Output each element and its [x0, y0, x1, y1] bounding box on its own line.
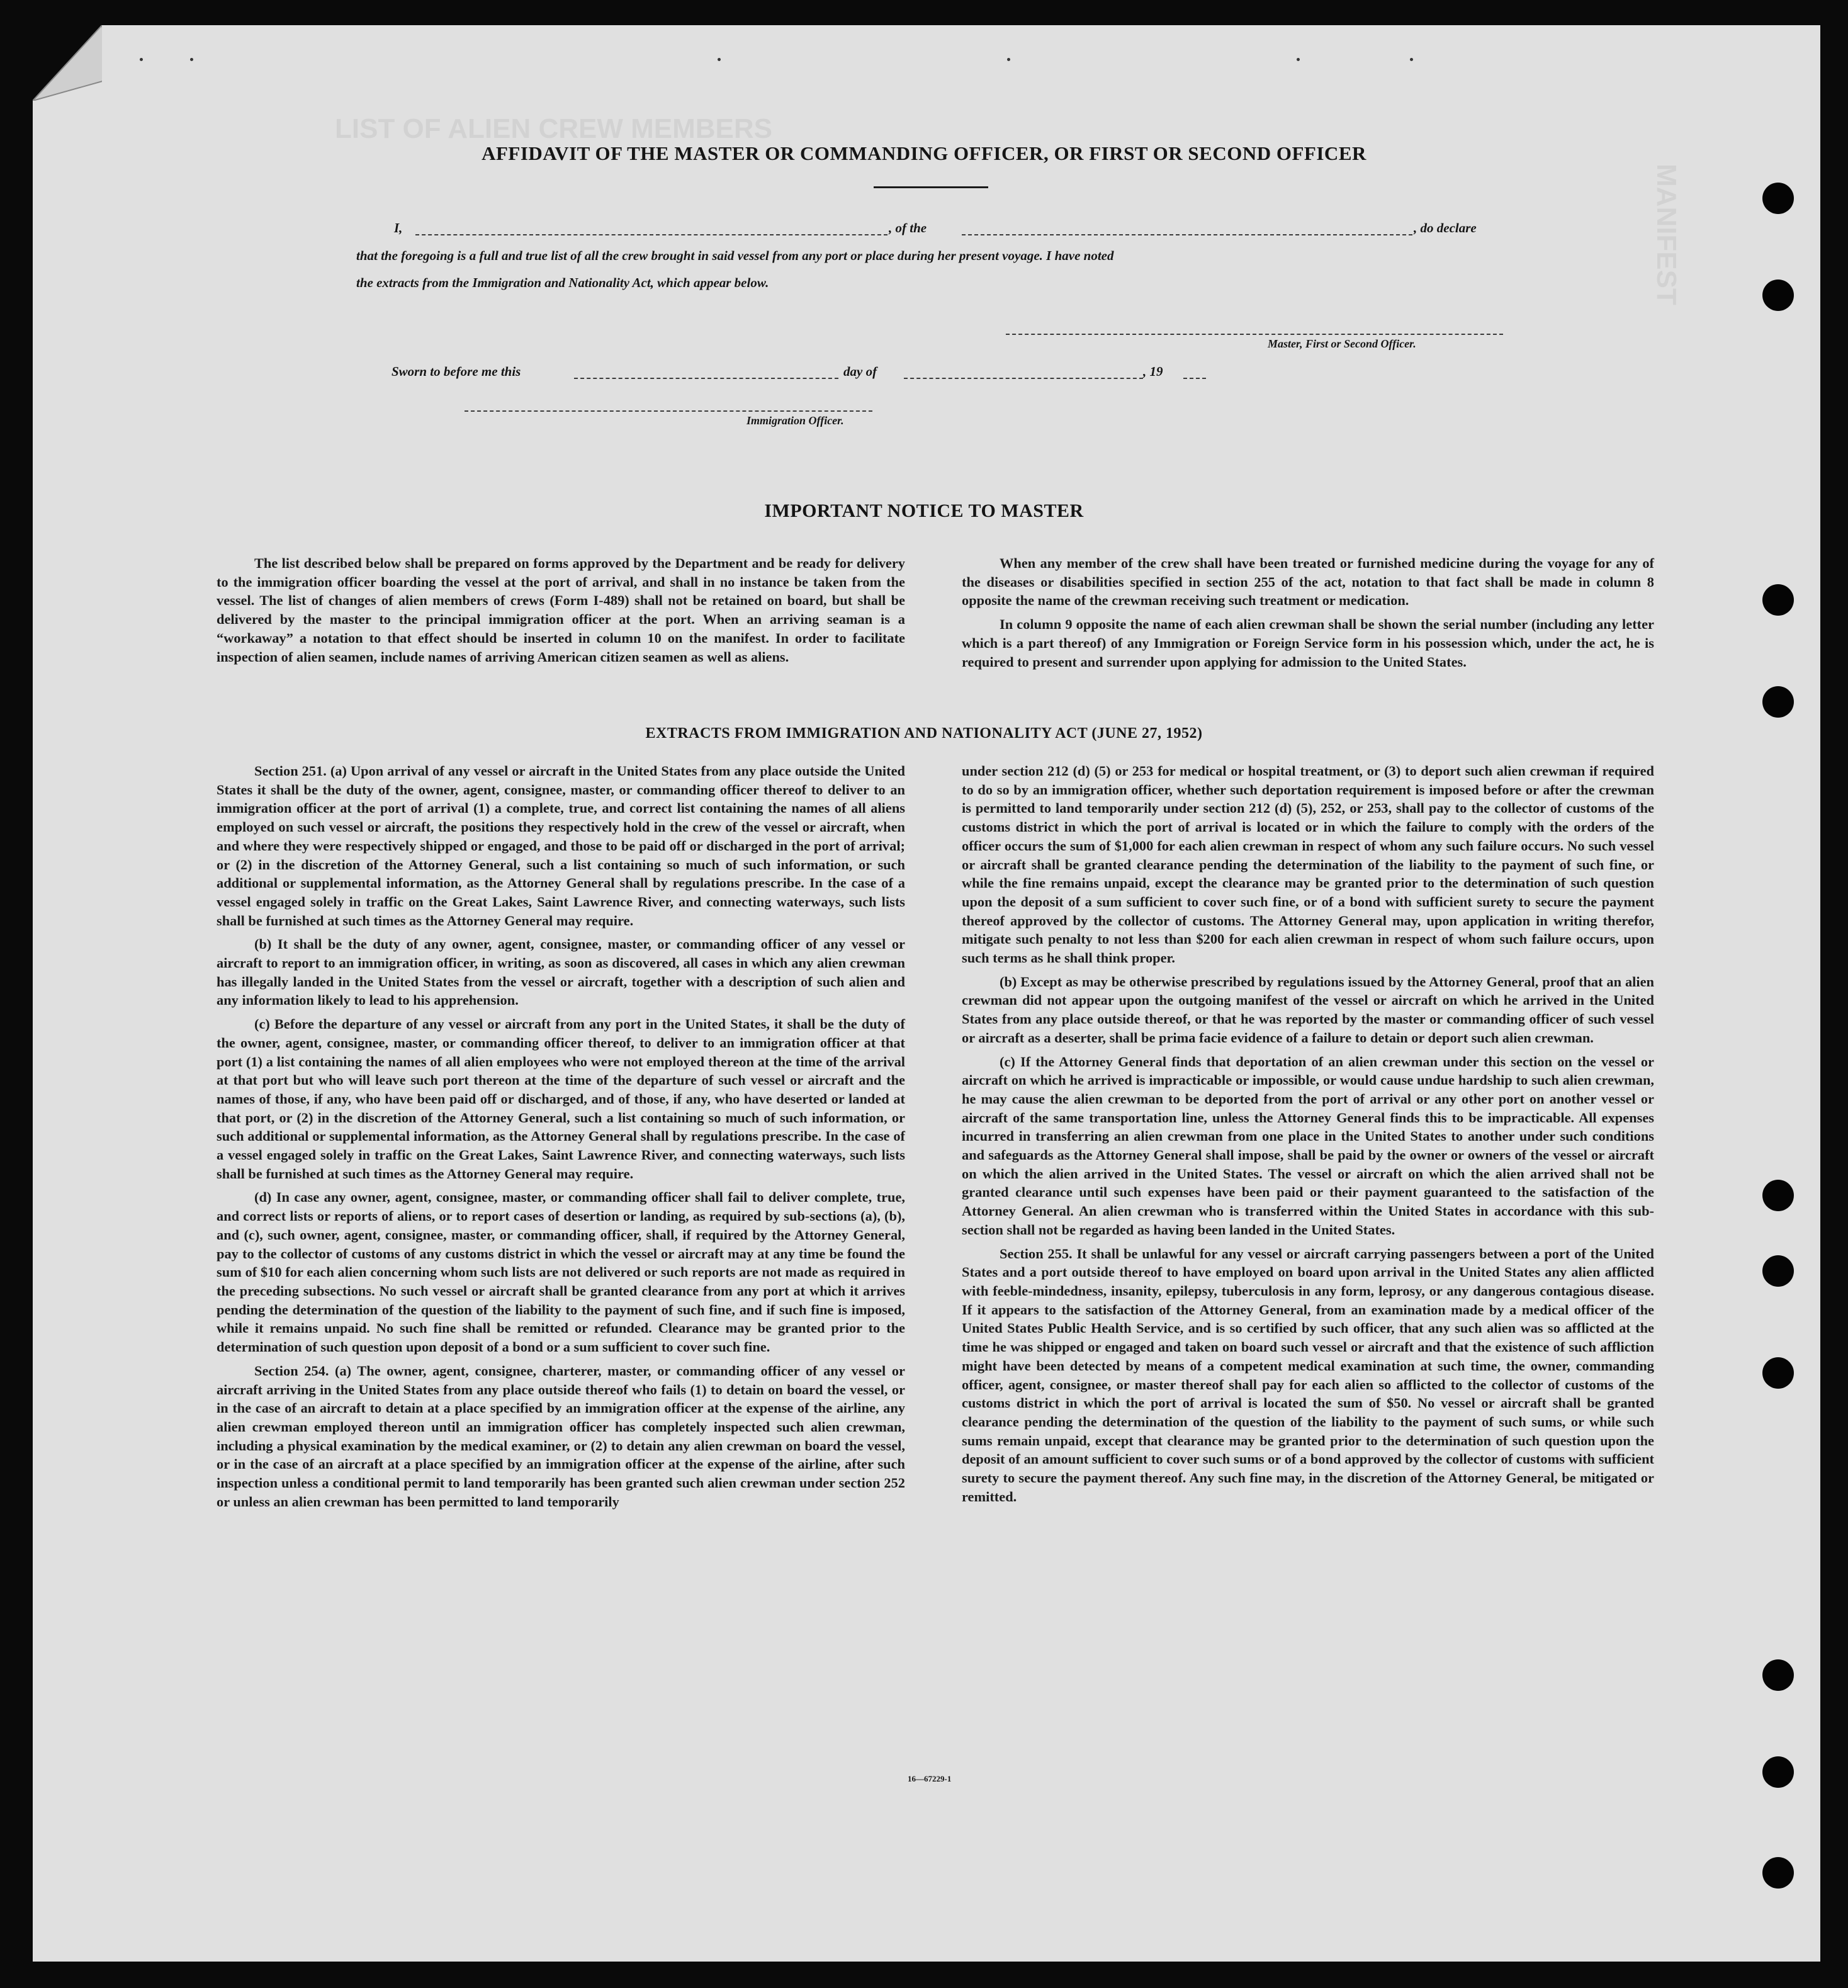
statute-paragraph: Section 255. It shall be unlawful for any vessel or aircraft carrying passengers between a port of the United States and a port outside thereof to have employed on board upon arrival in the United States any alien afflicted with feeble-mindedness, insanity, epilepsy, tuberculosis in any form, leprosy, or any dangerous contagious disease. If it appears to the satisfaction of the Attorney General, from an examination made by a medical officer of the United States Public Health Service, and is so certified by such officer, that any such alien was so afflicted at the time he was shipped or engaged and taken on board such vessel or aircraft and that the existence of such affliction might have been detected by means of a competent medical examination at such time, the owner, commanding officer, agent, consignee, or master thereof shall pay for each alien so afflicted to the collector of customs of the customs district in which the port of arrival is located the sum of $50. No vessel or aircraft shall be granted clearance pending the determination of the question of the liability to the payment of such sums, or while such sums remain unpaid, except that clearance may be granted prior to the determination of such question upon the deposit of an amount sufficient to cover such sums or of a bond approved by the collector of customs with sufficient surety to secure the payment thereof. Any such fine may, in the discretion of the Attorney General, be mitigated or remitted.: [962, 1245, 1654, 1505]
master-signature-field[interactable]: [1006, 334, 1503, 335]
paper-speck: [1410, 58, 1413, 61]
paper-speck: [718, 58, 721, 61]
notice-title: IMPORTANT NOTICE TO MASTER: [764, 500, 1084, 521]
statute-paragraph: (c) Before the departure of any vessel or aircraft from any port in the United States, it shall be the duty of the owner, agent, consignee, master, or commanding officer thereof, to deliver to an immigration officer at that port (1) a list containing the names of all alien employees who were not employed thereon at the time of the arrival at that port but who will leave such port thereon at the time of the departure of such vessel or aircraft and the names of those, if any, who have been paid off or discharged, and of those, if any, who have deserted or landed at that port, or (2) in the discretion of the Attorney General, such a list containing so much of such information, or such additional or supplemental information, as the Attorney General shall by regulations prescribe. In the case of a vessel engaged solely in traffic on the Great Lakes, Saint Lawrence River, and connecting waterways, such lists shall be furnished at such times as the Attorney General may require.: [217, 1016, 905, 1182]
vessel-field[interactable]: [962, 234, 1412, 235]
affidavit-statement-line: the extracts from the Immigration and Nationality Act, which appear below.: [356, 275, 769, 290]
affidavit-of-the-label: , of the: [889, 220, 927, 235]
statute-paragraph: Section 254. (a) The owner, agent, consignee, charterer, master, or commanding officer of any vessel or aircraft arriving in the United States from any place outside thereof who fails (1) to detain on board the vessel, or in the case of an aircraft to detain at a place specified by an immigration officer at the expense of the airline, any alien crewman employed thereon until an immigration officer has completely inspected such alien crewman, including a physical examination by the medical examiner, or (2) to detain any alien crewman on board the vessel, or in the case of an aircraft at a place specified by an immigration officer at the expense of the airline, after such inspection unless a conditional permit to land temporarily has been granted such alien crewman under section 252 or unless an alien crewman has been permitted to land temporarily: [217, 1362, 905, 1510]
bleed-through-text: MANIFEST: [1651, 164, 1682, 305]
folded-corner: [33, 25, 102, 101]
sworn-label: Sworn to before me this: [392, 364, 521, 379]
notice-paragraph: In column 9 opposite the name of each alien crewman shall be shown the serial number (including any letter which is a part thereof) of any Immigration or Foreign Service form in his possession which, under the act, he is required to present and surrender upon applying for admission to the United States.: [962, 616, 1654, 670]
punch-hole: [1762, 1255, 1794, 1287]
sworn-year-field[interactable]: [1183, 378, 1206, 379]
immigration-officer-label: Immigration Officer.: [747, 414, 844, 427]
notice-left-column: [217, 554, 905, 671]
punch-hole: [1762, 1756, 1794, 1788]
year-label: , 19: [1143, 364, 1163, 379]
extracts-title: EXTRACTS FROM IMMIGRATION AND NATIONALITY ACT (JUNE 27, 1952): [645, 725, 1203, 742]
bleed-through-text: LIST OF ALIEN CREW MEMBERS: [335, 113, 773, 144]
statute-paragraph: (b) It shall be the duty of any owner, agent, consignee, master, or commanding officer of any vessel or aircraft to report to an immigration officer, in writing, as soon as discovered, all cases in which any alien crewman has illegally landed in the United States from the vessel or aircraft, together with a description of such alien and any information likely to lead to his apprehension.: [217, 936, 905, 1008]
master-signature-label: Master, First or Second Officer.: [1268, 337, 1416, 350]
paper-speck: [190, 58, 193, 61]
day-of-label: day of: [843, 364, 877, 379]
extracts-left-column: [217, 762, 905, 1516]
notice-right-column: [962, 554, 1654, 676]
statute-paragraph: (d) In case any owner, agent, consignee, master, or commanding officer shall fail to deliver complete, true, and correct lists or reports of aliens, or to report cases of desertion or landing, as required by sub-sections (a), (b), and (c), such owner, agent, consignee, master, or commanding officer, shall, if required by the Attorney General, pay to the collector of customs of any customs district in which the vessel or aircraft may at any time be found the sum of $10 for each alien concerning whom such lists are not delivered or such reports are not made as required in the preceding subsections. No such vessel or aircraft shall be granted clearance from any port at which it arrives pending the determination of the question of the liability to the payment of such fine, and if such fine is imposed, while it remains unpaid. No such fine shall be remitted or refunded. Clearance may be granted prior to the determination of such question upon deposit of a bond or a sum sufficient to cover such fine.: [217, 1189, 905, 1355]
statute-paragraph: under section 212 (d) (5) or 253 for medical or hospital treatment, or (3) to deport such alien crewman if required to do so by an immigration officer, whether such deportation requirement is imposed before or after the crewman is permitted to land temporarily under section 212 (d) (5), 252, or 253, shall pay to the collector of customs of the customs district in which the port of arrival is located or in which the failure to comply with the orders of the officer occurs the sum of $1,000 for each alien crewman in respect of whom any such failure occurs. No such vessel or aircraft shall be granted clearance pending the determination of the liability to the payment of such fine, or while the fine remains unpaid, except the clearance may be granted prior to the determination of such question upon the deposit of a sum sufficient to cover such fine, or of a bond with sufficient surety to secure the payment thereof approved by the collector of customs. The Attorney General may, upon application in writing therefor, mitigate such penalty to not less than $200 for each alien crewman in respect of whom such failure occurs, upon such terms as he shall think proper.: [962, 763, 1654, 966]
paper-speck: [1297, 58, 1300, 61]
affidavit-statement-line: that the foregoing is a full and true list of all the crew brought in said vessel from any port or place during her present voyage. I have noted: [356, 248, 1114, 263]
extracts-right-column: [962, 762, 1654, 1511]
punch-hole: [1762, 686, 1794, 718]
punch-hole: [1762, 183, 1794, 214]
immigration-officer-signature-field[interactable]: [465, 410, 872, 412]
sworn-day-field[interactable]: [574, 378, 838, 379]
punch-hole: [1762, 1659, 1794, 1691]
sworn-month-field[interactable]: [904, 378, 1143, 379]
name-field[interactable]: [415, 234, 887, 235]
statute-paragraph: (c) If the Attorney General finds that deportation of an alien crewman under this section on the vessel or aircraft on which he arrived is impracticable or impossible, or would cause undue hardship to such alien crewman, he may cause the alien crewman to be deported from the port of arrival or any other port on another vessel or aircraft of the same transportation line, unless the Attorney General finds this to be impracticable. All expenses incurred in transferring an alien crewman from one place in the United States to another under such conditions and safeguards as the Attorney General shall impose, shall be paid by the owner or owners of the vessel or aircraft on which the alien arrived in the United States. The vessel or aircraft on which the alien arrived shall not be granted clearance until such expenses have been paid or their payment guaranteed to the satisfaction of the Attorney General. An alien crewman who is transferred within the United States in accordance with this sub-section shall not be regarded as having been landed in the United States.: [962, 1053, 1654, 1238]
title-underline: [874, 186, 988, 188]
paper-speck: [140, 58, 143, 61]
form-code: 16—67229-1: [908, 1774, 952, 1783]
punch-hole: [1762, 584, 1794, 616]
notice-paragraph: The list described below shall be prepared on forms approved by the Department and be ready for delivery to the immigration officer boarding the vessel at the port of arrival, and shall in no instance be taken from the vessel. The list of changes of alien members of crews (Form I-489) shall not be retained on board, but shall be delivered by the master to the principal immigration officer at the port. When an arriving seaman is a “workaway” a notation to that effect should be inserted in column 10 on the manifest. In order to facilitate inspection of alien seamen, include names of arriving American citizen seamen as well as aliens.: [217, 555, 905, 665]
paper-speck: [1007, 58, 1010, 61]
punch-hole: [1762, 1857, 1794, 1889]
affidavit-declare-label: , do declare: [1414, 220, 1477, 235]
punch-hole: [1762, 1180, 1794, 1211]
punch-hole: [1762, 280, 1794, 311]
statute-paragraph: Section 251. (a) Upon arrival of any vessel or aircraft in the United States from any place outside the United States it shall be the duty of the owner, agent, consignee, master, or commanding officer thereof to deliver to an immigration officer at the port of arrival (1) a complete, true, and correct list containing the names of all aliens employed on such vessel or aircraft, the positions they respectively hold in the crew of the vessel or aircraft, when and where they were respectively shipped or engaged, and those to be paid off or discharged in the port of arrival; or (2) in the discretion of the Attorney General, such a list containing so much of such information, or such additional or supplemental information, as the Attorney General shall by regulations prescribe. In the case of a vessel engaged solely in traffic on the Great Lakes, Saint Lawrence River, and connecting waterways, such lists shall be furnished at such times as the Attorney General may require.: [217, 763, 905, 929]
notice-paragraph: When any member of the crew shall have been treated or furnished medicine during the voyage for any of the diseases or disabilities specified in section 255 of the act, notation to that fact shall be made in column 8 opposite the name of the crewman receiving such treatment or medication.: [962, 555, 1654, 609]
affidavit-i-label: I,: [394, 220, 403, 235]
statute-paragraph: (b) Except as may be otherwise prescribed by regulations issued by the Attorney General, proof that an alien crewman did not appear upon the outgoing manifest of the vessel or aircraft on which he arrived in the United States from any place outside thereof, or that he was reported by the master or commanding officer of such vessel or aircraft as a deserter, shall be prima facie evidence of a failure to detain or deport such alien crewman.: [962, 973, 1654, 1046]
punch-hole: [1762, 1357, 1794, 1389]
affidavit-title: AFFIDAVIT OF THE MASTER OR COMMANDING OFFICER, OR FIRST OR SECOND OFFICER: [482, 142, 1366, 164]
